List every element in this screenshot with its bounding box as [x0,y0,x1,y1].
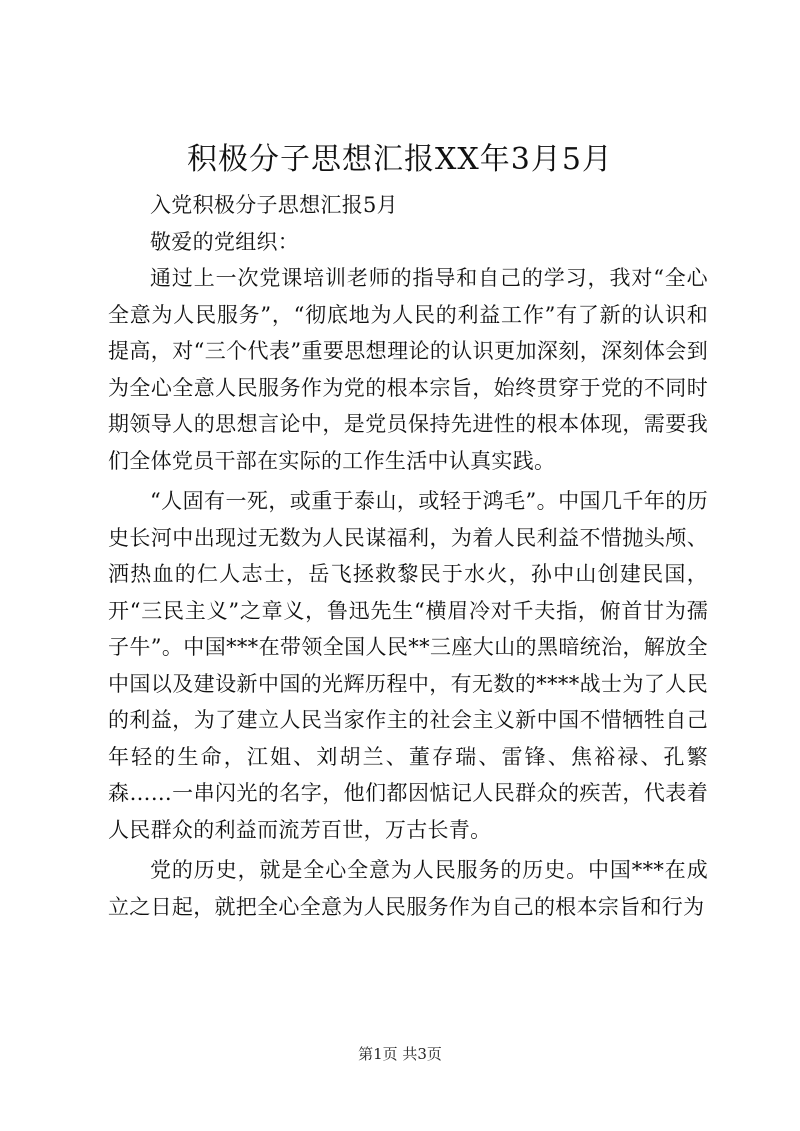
paragraph-body-2: “人固有一死，或重于泰山，或轻于鸿毛”。中国几千年的历史长河中出现过无数为人民谋福利，为着人民利益不惜抛头颅、洒热血的仁人志士，岳飞拯救黎民于水火，孙中山创建民国，开“三民主义”之章义，鲁迅先生“横眉冷对千夫指，俯首甘为孺子牛”。中国***在带领全国人民**三座大山的黑暗统治，解放全中国以及建设新中国的光辉历程中，有无数的****战士为了人民的利益，为了建立人民当家作主的社会主义新中国不惜牺牲自己年轻的生命，江姐、刘胡兰、董存瑞、雷锋、焦裕禄、孔繁森……一串闪光的名字，他们都因惦记人民群众的疾苦，代表着人民群众的利益而流芳百世，万古长青。 [108,489,708,842]
paragraph-subtitle: 入党积极分子思想汇报5月 [150,193,398,217]
paragraph-body-3: 党的历史，就是全心全意为人民服务的历史。中国***在成立之日起，就把全心全意为人民服务作为自己的根本宗旨和行为 [108,858,708,919]
paragraph-body-1: 通过上一次党课培训老师的指导和自己的学习，我对“全心全意为人民服务”，“彻底地为人民的利益工作”有了新的认识和提高，对“三个代表”重要思想理论的认识更加深刻，深刻体会到为全心全意人民服务作为党的根本宗旨，始终贯穿于党的不同时期领导人的思想言论中，是党员保持先进性的根本体现，需要我们全体党员干部在实际的工作生活中认真实践。 [108,266,708,473]
document-body [108,187,708,925]
document-title: 积极分子思想汇报XX年3月5月 [187,142,613,177]
paragraph-salutation: 敬爱的党组织： [150,229,300,254]
page-number-footer: 第1页 共3页 [358,1045,442,1063]
